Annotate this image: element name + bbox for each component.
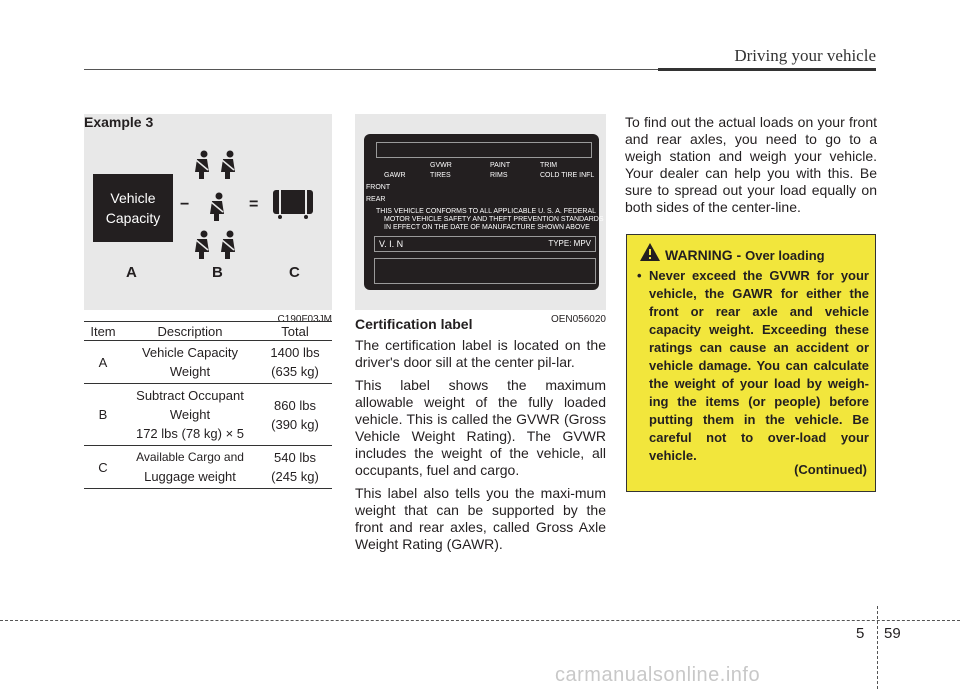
label-field-box xyxy=(376,142,592,158)
cell-line: Available Cargo and xyxy=(136,450,244,464)
cell-line: (390 kg) xyxy=(271,416,319,432)
label-text-paint: PAINT xyxy=(490,162,511,169)
warning-body xyxy=(637,267,869,465)
table-header-row xyxy=(84,322,332,341)
table-cell-description xyxy=(122,341,258,384)
label-text-trim: TRIM xyxy=(540,162,558,169)
cell-line: 540 lbs xyxy=(274,450,316,465)
warning-subtitle: Over loading xyxy=(745,248,825,263)
label-text-tires: TIRES xyxy=(430,172,451,179)
warning-triangle-icon xyxy=(639,242,661,262)
cell-line: (635 kg) xyxy=(271,364,319,379)
label-text-rear: REAR xyxy=(366,196,386,203)
paragraph: This label shows the maximum allowable weight of the fully loaded vehicle. This is called the GVWR (Gross Vehicle Weight Rating). The GVWR includes the weight of the vehicle, all occupants, fuel and cargo. xyxy=(355,377,606,478)
vehicle-capacity-box xyxy=(93,174,173,242)
paragraph: The certification label is located on the driver's door sill at the center pil-lar. xyxy=(355,337,606,370)
warning-box xyxy=(626,234,876,492)
label-text-gvwr: GVWR xyxy=(430,162,452,169)
table-cell-total xyxy=(258,341,332,384)
certification-section xyxy=(355,316,606,559)
cell-line: (245 kg) xyxy=(271,469,319,484)
luggage-icon xyxy=(270,186,316,222)
certification-label-figure xyxy=(355,114,606,310)
seat-belt-person-icon xyxy=(219,230,237,260)
figure-code: OEN056020 xyxy=(550,314,606,325)
cell-line: Luggage weight xyxy=(144,469,236,484)
label-text-front: FRONT xyxy=(366,184,391,191)
section-heading: Certification label xyxy=(355,316,473,332)
cell-line: 860 lbs xyxy=(274,397,316,413)
cell-line: 1400 lbs xyxy=(270,345,320,360)
warning-title: WARNING - xyxy=(665,247,746,263)
page-number: 59 xyxy=(884,625,901,642)
minus-sign: − xyxy=(180,196,190,213)
seat-belt-person-icon xyxy=(219,150,237,180)
footer-rule xyxy=(0,620,960,621)
vehicle-box-line-1: Vehicle xyxy=(110,190,156,206)
table-cell-item: A xyxy=(84,341,122,384)
axle-load-paragraph: To find out the actual loads on your front and rear axles, you need to go to a weigh station and weigh your vehicle. Your dealer can help you with this. Be sure to spread out your load equally on both sides of the center-line. xyxy=(625,114,877,215)
table-cell-description xyxy=(122,384,258,446)
table-row xyxy=(84,446,332,489)
table-cell-total xyxy=(258,446,332,489)
chapter-title: Driving your vehicle xyxy=(734,46,876,65)
seat-belt-person-icon xyxy=(193,150,211,180)
table-cell-total xyxy=(258,384,332,446)
column-header-item: Item xyxy=(84,322,122,341)
label-text-type: TYPE: MPV xyxy=(548,239,591,248)
figure-code: C190F03JM xyxy=(277,314,332,325)
table-row xyxy=(84,384,332,446)
label-c: C xyxy=(289,264,300,281)
barcode-box xyxy=(374,258,596,284)
label-text-conform: MOTOR VEHICLE SAFETY AND THEFT PREVENTION STANDARDS xyxy=(384,216,604,223)
cell-line: 172 lbs (78 kg) × 5 xyxy=(135,426,245,441)
section-number: 5 xyxy=(856,625,865,642)
cell-line: Weight xyxy=(169,407,211,422)
cell-line: Weight xyxy=(169,364,211,379)
table-cell-item: C xyxy=(84,446,122,489)
label-b: B xyxy=(212,264,223,281)
table-row xyxy=(84,341,332,384)
warning-heading xyxy=(665,247,825,263)
seat-belt-person-icon xyxy=(208,192,226,222)
bullet: • xyxy=(637,268,642,283)
weight-table xyxy=(84,321,332,489)
label-text-conform: IN EFFECT ON THE DATE OF MANUFACTURE SHOWN ABOVE xyxy=(384,224,590,231)
seat-belt-person-icon xyxy=(193,230,211,260)
label-text-cold-tire: COLD TIRE INFL xyxy=(540,172,595,179)
warning-text: Never exceed the GVWR for your vehicle, the GAWR for either the front or rear axle and vehicle capacity weight. Exceeding these ratings can cause an accident or vehicle damage. You can calculate the weight of your load by weigh-ing the items (or people) before putting them in the vehicle. Be careful not to over-load your vehicle. xyxy=(649,268,869,463)
column-header-total: Total xyxy=(258,322,332,341)
vin-box xyxy=(374,236,596,252)
vehicle-box-line-2: Capacity xyxy=(105,210,161,226)
table-cell-description xyxy=(122,446,258,489)
label-text-conform: THIS VEHICLE CONFORMS TO ALL APPLICABLE U. S. A. FEDERAL xyxy=(376,208,597,215)
cell-line: Vehicle Capacity xyxy=(141,345,239,360)
label-text-vin: V. I. N xyxy=(379,239,404,249)
cell-line: Subtract Occupant xyxy=(136,388,244,403)
column-header-description: Description xyxy=(122,322,258,341)
certification-label-plate xyxy=(364,134,604,290)
footer-divider xyxy=(877,606,878,689)
watermark: carmanualsonline.info xyxy=(555,664,761,686)
label-text-rims: RIMS xyxy=(490,172,508,179)
header-rule-accent xyxy=(658,68,876,71)
equals-sign: = xyxy=(249,196,259,213)
label-text-gawr: GAWR xyxy=(384,172,406,179)
table-cell-item: B xyxy=(84,384,122,446)
vehicle-capacity-figure xyxy=(84,114,332,310)
example-title: Example 3 xyxy=(84,114,154,130)
continued-label: (Continued) xyxy=(794,462,867,477)
paragraph: This label also tells you the maxi-mum weight that can be supported by the front and rear axles, called Gross Axle Weight Rating (GAWR). xyxy=(355,485,606,552)
label-a: A xyxy=(126,264,137,281)
